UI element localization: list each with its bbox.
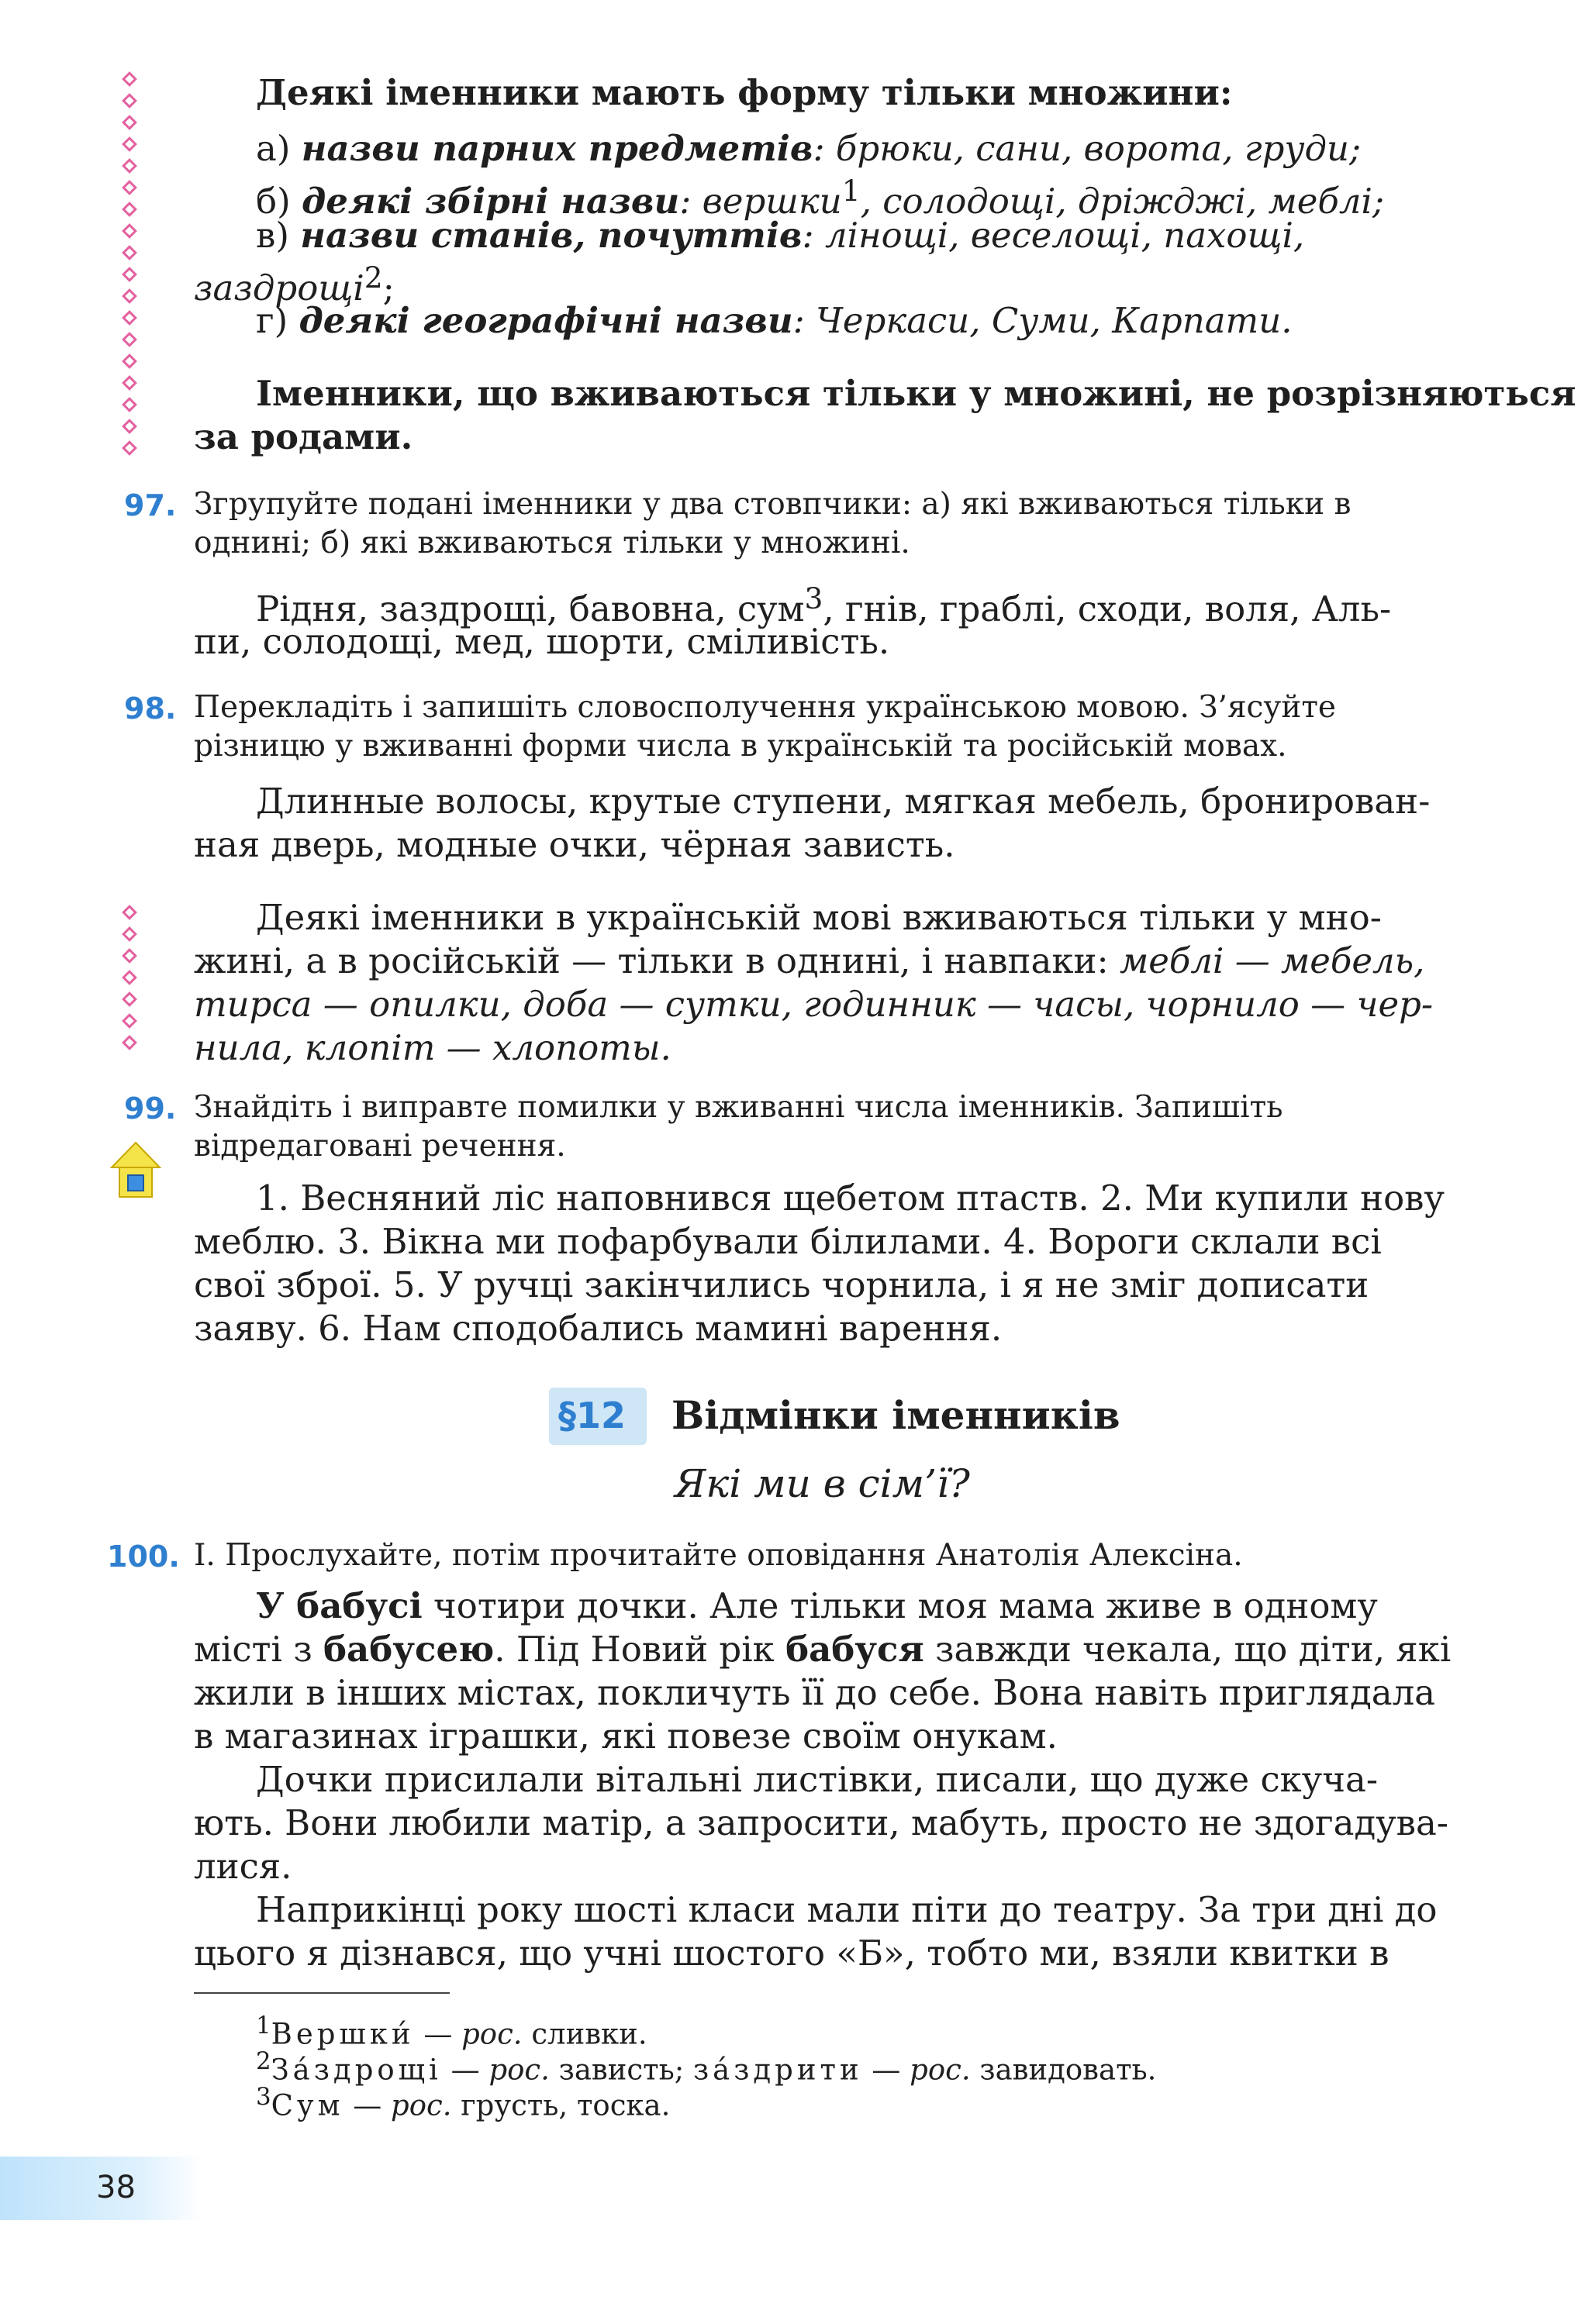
footnote: $^1$Вершки́ — рос. сливки. (256, 2012, 647, 2051)
diamond-icon (122, 158, 137, 174)
footnote: $^3$Сум — рос. грусть, тоска. (256, 2083, 671, 2122)
diamond-icon (122, 223, 137, 239)
rule-item-c-cont: заздрощі$^2$; (194, 260, 395, 309)
footnote-divider (194, 1992, 450, 1994)
exercise-task: Згрупуйте подані іменники у два стовпчики: а) які вживаються тільки в (194, 487, 1352, 522)
diamond-icon (122, 288, 137, 304)
story-line: лися. (194, 1846, 292, 1887)
story-line: ють. Вони любили матір, а запросити, мабуть, просто не здогадува- (194, 1802, 1449, 1843)
rule-text-cont: жині, а в російській — тільки в однині, і навпаки: меблі — мебель, (194, 940, 1425, 981)
diamond-icon (122, 310, 137, 326)
story-line: місті з бабусею. Під Новий рік бабуся завжди чекала, що діти, які (194, 1629, 1452, 1670)
story-paragraph: У бабусі чотири дочки. Але тільки моя мама живе в одному (256, 1585, 1378, 1626)
story-line: в магазинах іграшки, які повезе своїм онукам. (194, 1715, 1058, 1757)
section-subtitle: Які ми в сім’ї? (675, 1461, 970, 1506)
rule-marker-column (123, 907, 143, 1059)
exercise-task: І. Прослухайте, потім прочитайте оповідання Анатолія Алексіна. (194, 1538, 1243, 1573)
exercise-text-cont: меблю. 3. Вікна ми пофарбували білилами. 4. Вороги склали всі (194, 1221, 1382, 1262)
rule-text-cont: тирса — опилки, доба — сутки, годинник — часы, чорнило — чер- (194, 984, 1434, 1025)
diamond-icon (122, 991, 137, 1007)
diamond-icon (122, 1013, 137, 1029)
story-paragraph: Дочки присилали вітальні листівки, писали, що дуже скуча- (256, 1759, 1379, 1800)
story-line: цього я дізнався, що учні шостого «Б», тобто ми, взяли квитки в (194, 1933, 1390, 1974)
diamond-icon (122, 397, 137, 412)
story-paragraph: Наприкінці року шості класи мали піти до театру. За три дні до (256, 1889, 1438, 1930)
page-number: 38 (96, 2170, 136, 2205)
diamond-icon (122, 440, 137, 456)
exercise-task-cont: однині; б) які вживаються тільки у множині. (194, 526, 910, 560)
diamond-icon (122, 419, 137, 434)
exercise-task: Перекладіть і запишіть словосполучення українською мовою. З’ясуйте (194, 690, 1336, 725)
rule-item-a: а) назви парних предметів: брюки, сани, ворота, груди; (256, 128, 1362, 169)
rule-item-c: в) назви станів, почуттів: лінощі, веселощі, пахощі, (256, 215, 1305, 256)
diamond-icon (122, 202, 137, 217)
story-line: жили в інших містах, покличуть її до себе. Вона навіть приглядала (194, 1672, 1436, 1713)
exercise-words: Рідня, заздрощі, бавовна, сум$^3$, гнів, граблі, сходи, воля, Аль- (256, 581, 1392, 629)
exercise-text-cont: ная дверь, модные очки, чёрная зависть. (194, 824, 955, 865)
exercise-number: 100. (107, 1540, 180, 1574)
diamond-icon (122, 332, 137, 347)
rule-item-b: б) деякі збірні назви: вершки$^1$, солодощі, дріжджі, меблі; (256, 174, 1385, 222)
diamond-icon (122, 905, 137, 920)
exercise-number: 98. (124, 691, 177, 726)
exercise-number: 97. (124, 488, 177, 522)
exercise-number: 99. (124, 1091, 177, 1126)
diamond-icon (122, 71, 137, 87)
rule-item-d: г) деякі географічні назви: Черкаси, Суми, Карпати. (256, 300, 1293, 341)
diamond-icon (122, 1035, 137, 1050)
diamond-icon (122, 375, 137, 391)
exercise-text: 1. Весняний ліс наповнився щебетом птаств. 2. Ми купили нову (256, 1178, 1445, 1219)
rule-conclusion: Іменники, що вживаються тільки у множині, не розрізняються (256, 373, 1576, 414)
diamond-icon (122, 180, 137, 195)
exercise-task-cont: відредаговані речення. (194, 1129, 566, 1164)
diamond-icon (122, 115, 137, 130)
rule-text: Деякі іменники в українській мові вживаються тільки у мно- (256, 897, 1382, 938)
diamond-icon (122, 353, 137, 369)
diamond-icon (122, 267, 137, 282)
diamond-icon (122, 93, 137, 109)
exercise-text-cont: свої зброї. 5. У ручці закінчились чорнила, і я не зміг дописати (194, 1264, 1369, 1305)
section-number: §12 (558, 1395, 627, 1436)
diamond-icon (122, 245, 137, 260)
exercise-words-cont: пи, солодощі, мед, шорти, сміливість. (194, 621, 890, 662)
exercise-task-cont: різницю у вживанні форми числа в українській та російській мовах. (194, 729, 1287, 764)
rule-text-cont: нила, клопіт — хлопоты. (194, 1027, 671, 1068)
home-task-icon (109, 1140, 163, 1202)
rule-conclusion-cont: за родами. (194, 416, 413, 457)
rule-heading: Деякі іменники мають форму тільки множини: (256, 72, 1233, 113)
exercise-text: Длинные волосы, крутые ступени, мягкая мебель, бронирован- (256, 781, 1431, 822)
rule-marker-column (123, 74, 143, 464)
diamond-icon (122, 136, 137, 152)
diamond-icon (122, 970, 137, 985)
section-title: Відмінки іменників (671, 1392, 1120, 1438)
diamond-icon (122, 948, 137, 964)
diamond-icon (122, 926, 137, 942)
exercise-task: Знайдіть і виправте помилки у вживанні числа іменників. Запишіть (194, 1090, 1283, 1125)
exercise-text-cont: заяву. 6. Нам сподобались мамині варення. (194, 1308, 1003, 1349)
footnote: $^2$За́здрощі — рос. зависть; за́здрити — рос. завидовать. (256, 2047, 1157, 2087)
